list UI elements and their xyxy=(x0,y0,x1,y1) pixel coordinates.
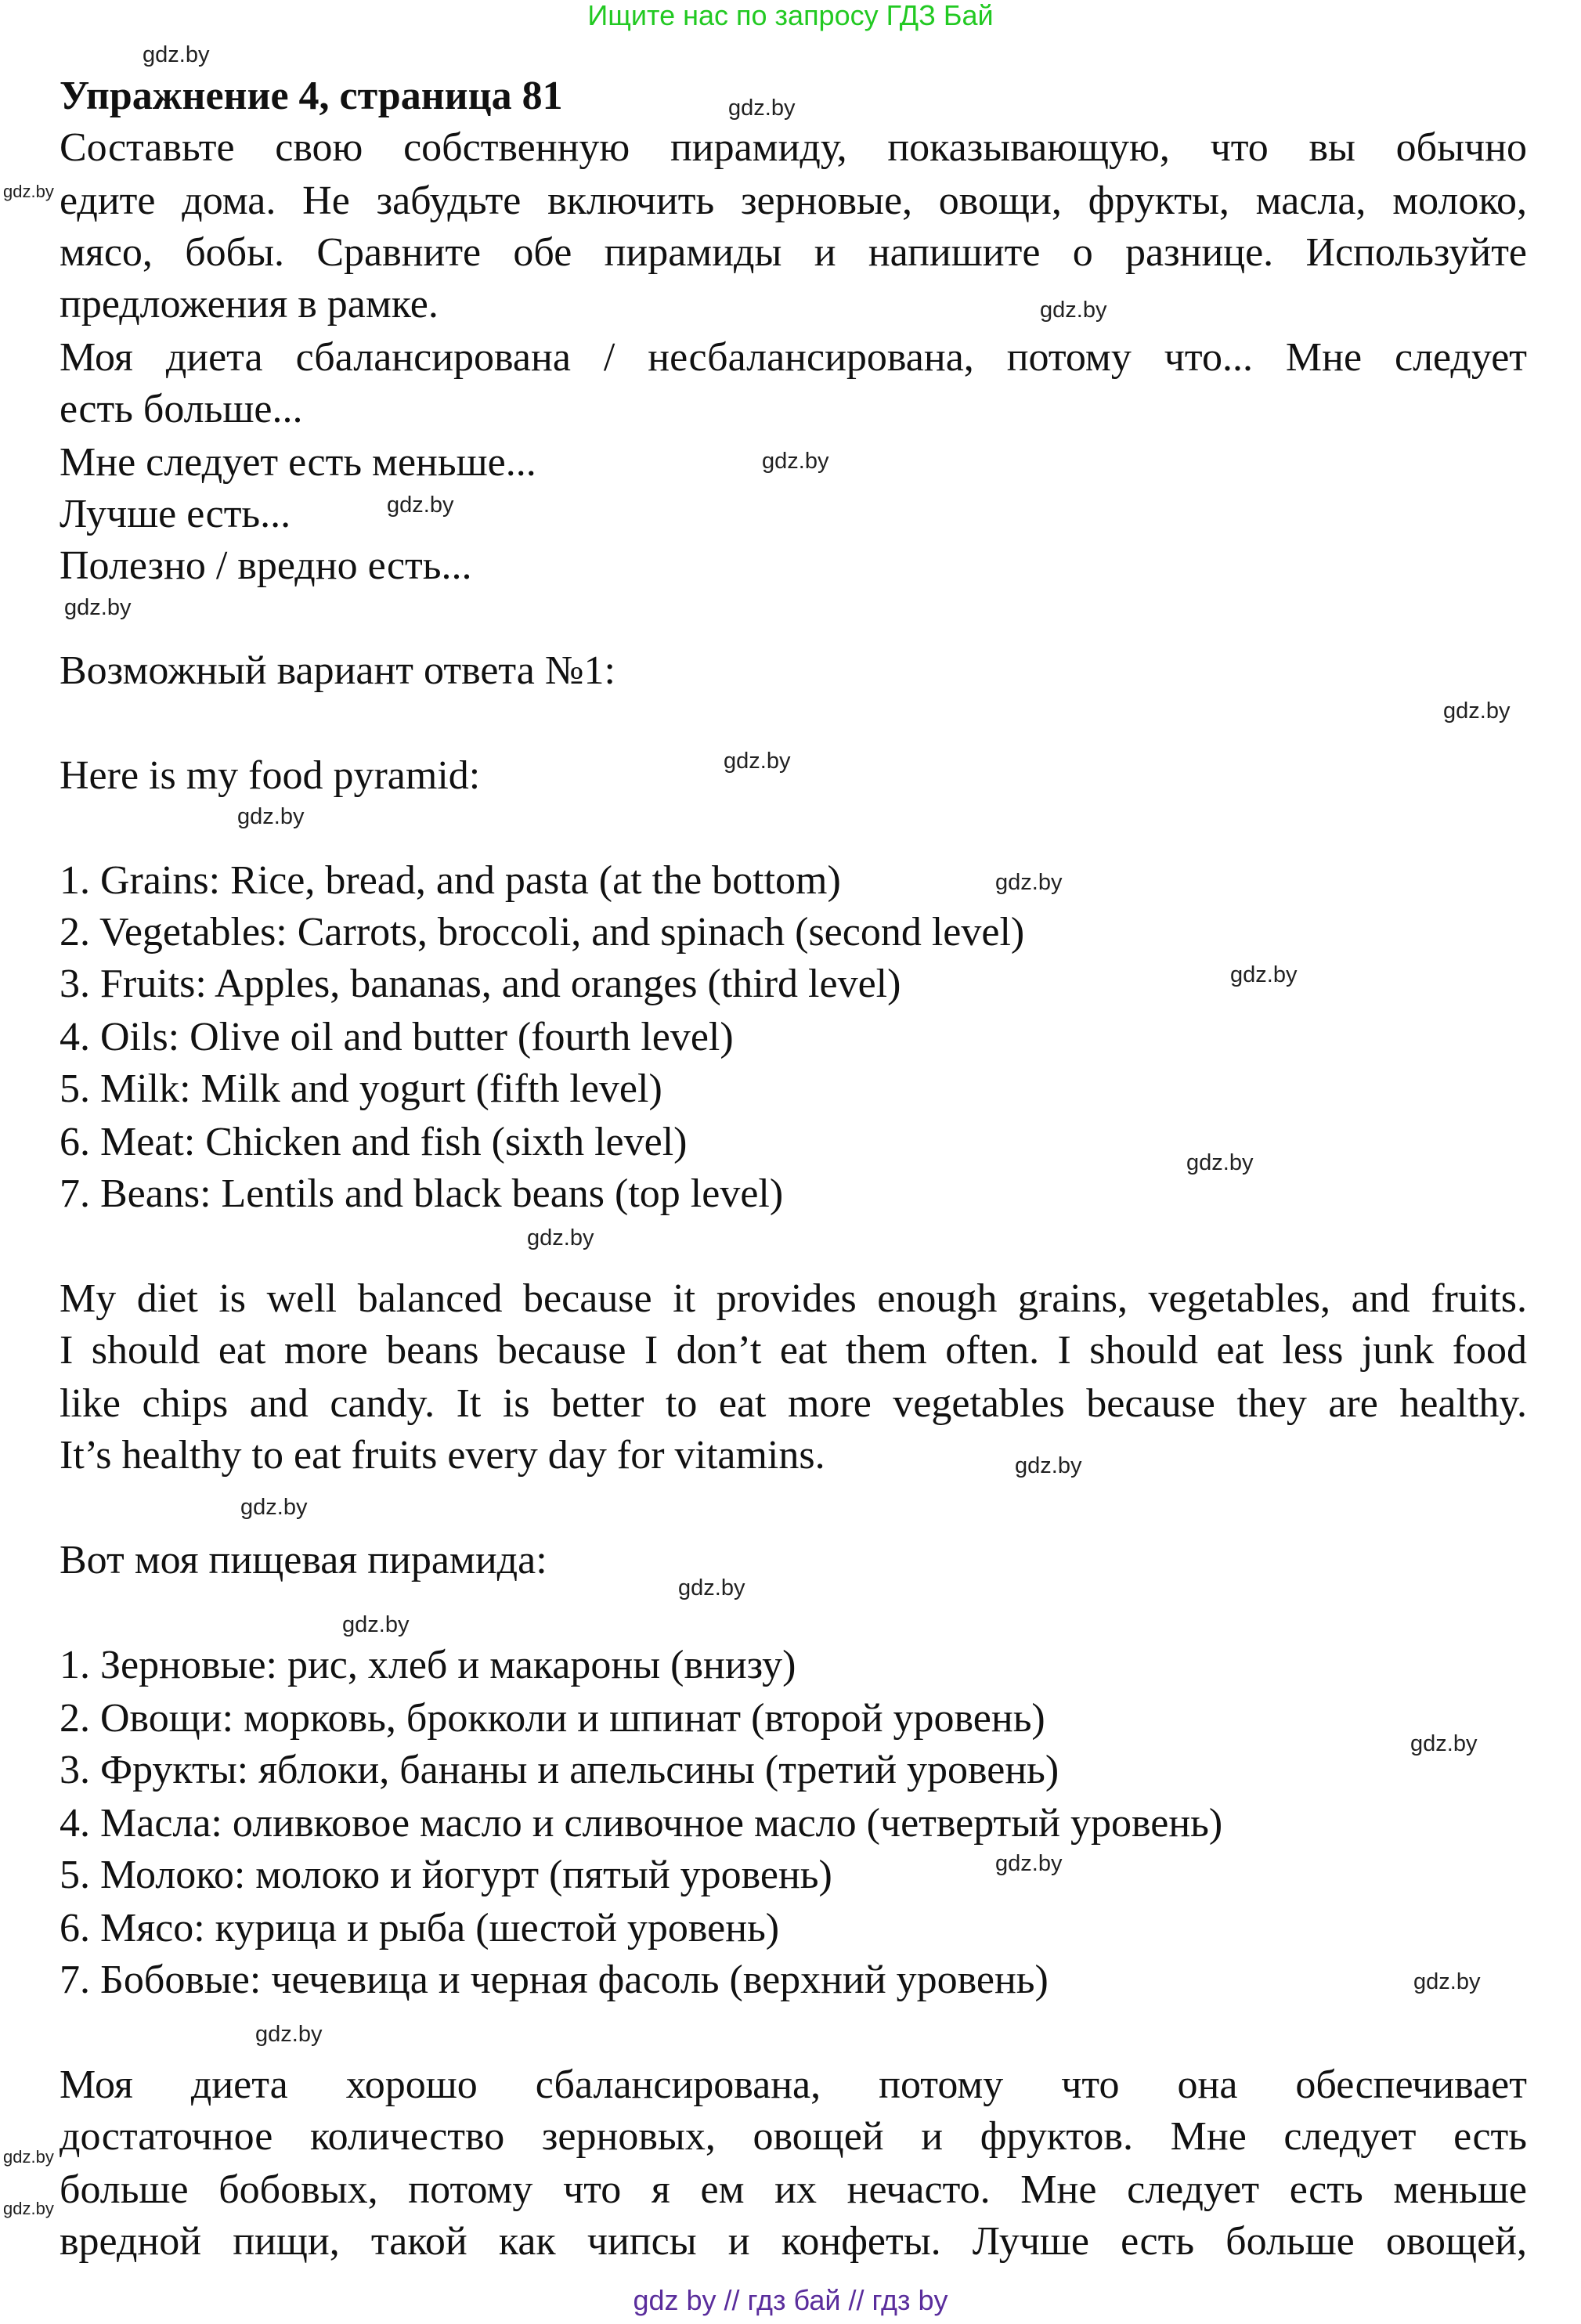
footer-links[interactable]: gdz by // гдз бай // гдз by xyxy=(633,2284,948,2316)
phrase-line: Мне следует есть меньше... xyxy=(60,440,536,485)
english-list-item: 5. Milk: Milk and yogurt (fifth level) xyxy=(60,1066,662,1111)
watermark: gdz.by xyxy=(1040,298,1107,323)
russian-list-item: 5. Молоко: молоко и йогурт (пятый уровень) xyxy=(60,1853,832,1897)
task-text-line: мясо, бобы. Сравните обе пирамиды и напишите о разнице. Используйте xyxy=(60,230,1527,275)
russian-list-item: 4. Масла: оливковое масло и сливочное масло (четвертый уровень) xyxy=(60,1801,1223,1846)
russian-paragraph-line: больше бобовых, потому что я ем их нечасто. Мне следует есть меньше xyxy=(60,2167,1527,2212)
task-text-line: предложения в рамке. xyxy=(60,282,439,327)
watermark: gdz.by xyxy=(3,2199,54,2218)
phrase-line: есть больше... xyxy=(60,387,303,431)
russian-paragraph-line: вредной пищи, такой как чипсы и конфеты. Лучше есть больше овощей, xyxy=(60,2219,1527,2264)
answer-label: Возможный вариант ответа №1: xyxy=(60,648,615,693)
watermark: gdz.by xyxy=(1186,1150,1254,1175)
task-text-line: Составьте свою собственную пирамиду, показывающую, что вы обычно xyxy=(60,125,1527,170)
russian-paragraph-line: достаточное количество зерновых, овощей и фруктов. Мне следует есть xyxy=(60,2114,1527,2159)
watermark: gdz.by xyxy=(1015,1453,1082,1478)
russian-list-item: 7. Бобовые: чечевица и черная фасоль (верхний уровень) xyxy=(60,1958,1049,2002)
watermark: gdz.by xyxy=(3,2147,54,2167)
phrase-line: Лучше есть... xyxy=(60,492,291,536)
watermark: gdz.by xyxy=(995,870,1063,895)
watermark: gdz.by xyxy=(995,1851,1063,1876)
phrase-line: Полезно / вредно есть... xyxy=(60,543,472,588)
watermark: gdz.by xyxy=(724,749,791,774)
watermark: gdz.by xyxy=(342,1612,410,1637)
russian-intro: Вот моя пищевая пирамида: xyxy=(60,1538,547,1582)
english-list-item: 4. Oils: Olive oil and butter (fourth level) xyxy=(60,1015,734,1059)
watermark: gdz.by xyxy=(387,493,454,518)
watermark: gdz.by xyxy=(527,1225,594,1250)
watermark: gdz.by xyxy=(1413,1969,1481,1994)
watermark: gdz.by xyxy=(255,2022,323,2047)
english-list-item: 6. Meat: Chicken and fish (sixth level) xyxy=(60,1120,688,1164)
watermark: gdz.by xyxy=(3,182,54,201)
watermark: gdz.by xyxy=(678,1575,745,1600)
english-list-item: 1. Grains: Rice, bread, and pasta (at the bottom) xyxy=(60,858,841,903)
watermark: gdz.by xyxy=(1230,962,1298,987)
watermark: gdz.by xyxy=(143,42,210,67)
watermark: gdz.by xyxy=(240,1495,308,1520)
russian-list-item: 2. Овощи: морковь, брокколи и шпинат (второй уровень) xyxy=(60,1696,1045,1741)
english-paragraph-line: I should eat more beans because I don’t eat them often. I should eat less junk food xyxy=(60,1328,1527,1373)
phrase-line: Моя диета сбалансирована / несбалансирована, потому что... Мне следует xyxy=(60,335,1527,380)
english-paragraph-line: It’s healthy to eat fruits every day for vitamins. xyxy=(60,1433,825,1478)
russian-list-item: 3. Фрукты: яблоки, бананы и апельсины (третий уровень) xyxy=(60,1748,1059,1792)
watermark: gdz.by xyxy=(728,96,796,121)
russian-list-item: 6. Мясо: курица и рыба (шестой уровень) xyxy=(60,1906,780,1951)
english-paragraph-line: My diet is well balanced because it provides enough grains, vegetables, and fruits. xyxy=(60,1276,1527,1321)
english-paragraph-line: like chips and candy. It is better to eat more vegetables because they are healthy. xyxy=(60,1381,1527,1426)
search-banner[interactable]: Ищите нас по запросу ГДЗ Бай xyxy=(587,0,994,31)
russian-paragraph-line: Моя диета хорошо сбалансирована, потому что она обеспечивает xyxy=(60,2062,1527,2107)
watermark: gdz.by xyxy=(762,449,829,474)
exercise-title: Упражнение 4, страница 81 xyxy=(60,74,563,118)
watermark: gdz.by xyxy=(237,804,305,829)
english-list-item: 7. Beans: Lentils and black beans (top level) xyxy=(60,1171,784,1216)
russian-list-item: 1. Зерновые: рис, хлеб и макароны (внизу) xyxy=(60,1643,796,1687)
watermark: gdz.by xyxy=(1443,698,1511,724)
english-list-item: 2. Vegetables: Carrots, broccoli, and spinach (second level) xyxy=(60,910,1025,955)
english-list-item: 3. Fruits: Apples, bananas, and oranges (third level) xyxy=(60,962,901,1006)
watermark: gdz.by xyxy=(1410,1731,1478,1756)
english-intro: Here is my food pyramid: xyxy=(60,753,481,798)
watermark: gdz.by xyxy=(64,595,132,620)
task-text-line: едите дома. Не забудьте включить зерновые, овощи, фрукты, масла, молоко, xyxy=(60,179,1527,223)
